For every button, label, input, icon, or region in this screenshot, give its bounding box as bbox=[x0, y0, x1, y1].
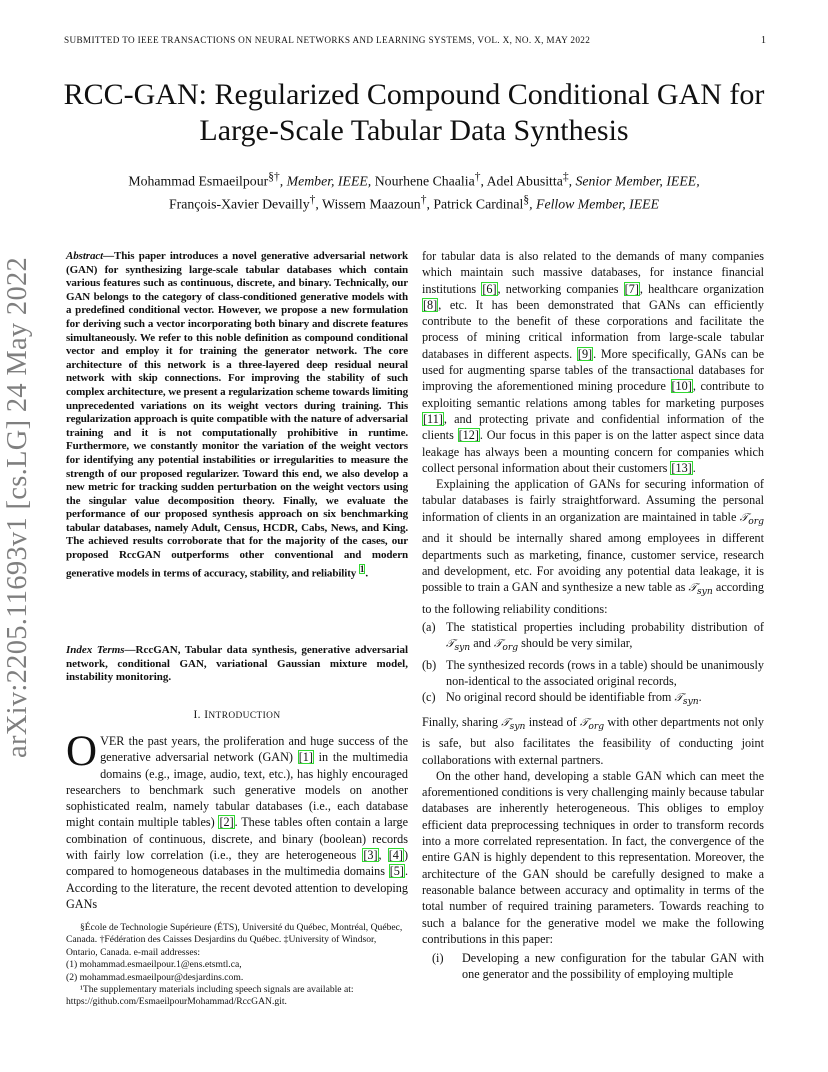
affiliation-footnote: §École de Technologie Supérieure (ÉTS), Université du Québec, Montréal, Québec, Canada. †Fédération des Caisses Desjardins du Québec. ‡University of Windsor, Ontario, Canada. e-mail addresses: bbox=[66, 922, 403, 958]
email-line: (1) mohammad.esmaeilpour.1@ens.etsmtl.ca, bbox=[66, 959, 242, 971]
text-run: ) compared to homogeneous databases in the multimedia domains bbox=[66, 848, 408, 879]
text-run: for tabular data is also related to the demands of many companies which maintain such massive databases, for instance financial institutions bbox=[422, 249, 764, 296]
affiliation-mark: ‡ bbox=[562, 171, 569, 183]
affiliation-mark: §† bbox=[268, 171, 280, 183]
citation-link[interactable]: [6] bbox=[482, 281, 497, 296]
citation-link[interactable]: [2] bbox=[219, 815, 234, 830]
abstract-text: —This paper introduces a novel generative adversarial network (GAN) for synthesizing large-scale tabular databases which contain various features such as continuous, discrete, and binary. Technically, our GAN belongs to the category of class-conditioned generative models with a predefined conditional vector. However, we propose a new formulation for deriving such a vector incorporating both binary and discrete features simultaneously. We refer to this noble definition as compound conditional vector and employ it for training the generator network. The core architecture of this network is a three-layered deep residual neural network with skip connections. For improving the stability of such complex architecture, we present a regularization scheme towards limiting unprecedented variations on its weight vectors during training. This regularization approach is quite compatible with the nature of adversarial training and it is not computationally prohibitive in runtime. Furthermore, we constantly monitor the variation of the weight vectors for identifying any potential instabilities or irregularities to measure the strength of our proposed regularizer. Toward this end, we also develop a new metric for tracking sudden perturbation on the weight vectors using the singular value decomposition theory. Finally, we evaluate the performance of our proposed synthesis approach on six benchmarking tabular databases, namely Adult, Census, HCDR, Cabs, News, and King. The achieved results corroborate that for the majority of the cases, our proposed RccGAN outperforms other conventional and modern generative models in terms of accuracy, stability, and reliability bbox=[66, 250, 408, 580]
paragraph: On the other hand, developing a stable GAN which can meet the aforementioned conditions is very challenging mainly because tabular databases are inherently heterogeneous. This obliges to employ efficient data preprocessing techniques in order to transform records into a more correlated representation. In fact, the convergence of the entire GAN is highly dependent to this representation. Moreover, the architecture of the GAN should be carefully designed to make a reasonable balance between accuracy and optimality in terms of the total number of required training parameters. Towards reaching to such a balance for the generative model we make the following contributions in this paper: bbox=[422, 768, 764, 946]
math-symbol: 𝒯$_{syn}$ bbox=[501, 715, 526, 732]
text-run: Explaining the application of GANs for securing information of tabular databases is fairly straightforward. Assuming the personal information of clients in an organization are maintained in table bbox=[422, 477, 764, 524]
text-run: . bbox=[692, 460, 696, 475]
author-role: , Senior Member, IEEE, bbox=[568, 173, 700, 189]
text-run: , healthcare organization bbox=[639, 281, 764, 296]
text-run: and it should be internally shared among employees in different departments such as marketing, finance, customer service, research and development, etc. For avoiding any potential data leakage, it is possible to train a GAN and synthesize a new table as bbox=[422, 531, 764, 595]
affiliation-mark: † bbox=[420, 193, 427, 206]
citation-link[interactable]: [5] bbox=[389, 864, 404, 879]
footnote-link[interactable]: 1 bbox=[359, 563, 365, 574]
supplementary-footnote: ¹The supplementary materials including speech signals are available at: https://github.com/EsmaeilpourMohammad/RccGAN.git. bbox=[66, 984, 354, 1008]
text-run: , bbox=[378, 848, 388, 863]
index-terms bbox=[66, 644, 408, 685]
text-run: . These tables often contain a large combination of continuous, discrete, and binary (boolean) records with fairly low correlation (i.e., they are heterogeneous bbox=[66, 815, 408, 863]
abstract bbox=[66, 250, 408, 581]
author-list bbox=[60, 168, 768, 213]
text-run: according to the following reliability conditions: bbox=[422, 580, 764, 616]
math-symbol: 𝒯$_{org}$ bbox=[739, 510, 764, 527]
section-title-rest: NTRODUCTION bbox=[208, 711, 281, 721]
author-role: , Member, IEEE, bbox=[279, 173, 372, 189]
author-name: Mohammad Esmaeilpour bbox=[128, 173, 269, 189]
citation-link[interactable]: [4] bbox=[388, 848, 403, 863]
text-run: , networking companies bbox=[497, 281, 624, 296]
arxiv-stamp: arXiv:2205.11693v1 [cs.LG] 24 May 2022 bbox=[2, 256, 33, 758]
text-run: in the multimedia domains (e.g., image, audio, text, etc.), has highly encouraged researchers to benchmark such generative models on another sophisticated realm, namely tabular databases (i.e., each database might contain multiple tables) bbox=[66, 750, 408, 830]
math-symbol: 𝒯$_{syn}$ bbox=[446, 637, 471, 654]
page-number: 1 bbox=[761, 35, 766, 46]
text-run: , etc. It has been demonstrated that GANs can efficiently contribute to the benefit of these corporations and facilitate the process of mining critical information from large-scale tabular databases in different aspects. bbox=[422, 297, 764, 361]
citation-link[interactable]: [9] bbox=[577, 346, 593, 361]
section-heading bbox=[66, 709, 408, 721]
citation-link[interactable]: [7] bbox=[624, 281, 639, 296]
author-name: François-Xavier Devailly bbox=[168, 196, 310, 212]
paragraph: Finally, sharing 𝒯$_{syn}$ instead of 𝒯$_{org}$ with other departments not only is safe, but also facilitates the feasibility of conducting joint collaborations with external partners. bbox=[422, 714, 765, 767]
section-numeral: I. bbox=[193, 709, 205, 721]
affiliation-mark: † bbox=[474, 171, 481, 183]
affiliation-mark: † bbox=[309, 193, 316, 206]
section-title-initial: I bbox=[204, 709, 209, 721]
text-run: . More specifically, GANs can be used for augmenting sparse tables of the transactional databases for improving the aforementioned mining procedure bbox=[422, 346, 764, 394]
citation-link[interactable]: [1] bbox=[298, 750, 313, 765]
email-line: (2) mohammad.esmaeilpour@desjardins.com. bbox=[66, 971, 244, 983]
list-item: (a) The statistical properties including probability distribution of 𝒯$_{syn}$ and 𝒯$_{org}$ should be very similar, bbox=[422, 619, 764, 654]
abstract-end: . bbox=[365, 567, 368, 580]
list-item: (i) Developing a new configuration for the tabular GAN with one generator and the possibility of employing multiple bbox=[432, 951, 764, 982]
author-name: Nourhene Chaalia bbox=[371, 173, 475, 189]
citation-link[interactable]: [8] bbox=[423, 297, 438, 312]
citation-link[interactable]: [3] bbox=[363, 848, 378, 863]
citation-link[interactable]: [10] bbox=[671, 379, 692, 394]
paper-title: RCC-GAN: Regularized Compound Conditional GAN for Large-Scale Tabular Data Synthesis bbox=[63, 78, 765, 147]
citation-link[interactable]: [11] bbox=[423, 411, 443, 426]
drop-cap: O bbox=[66, 728, 98, 775]
text-run: VER the past years, the proliferation and huge success of the generative adversarial network (GAN) bbox=[100, 734, 408, 765]
author-name: , Wissem Maazoun bbox=[315, 196, 421, 212]
author-name: , Patrick Cardinal bbox=[426, 196, 524, 212]
author-name: , Adel Abusitta bbox=[480, 173, 563, 189]
math-symbol: 𝒯$_{org}$ bbox=[579, 715, 605, 732]
affiliation-mark: § bbox=[523, 193, 530, 206]
math-symbol: 𝒯$_{syn}$ bbox=[688, 581, 713, 598]
text-run: . Our focus in this paper is on the latter aspect since data leakage has always been a mounting concern for companies which collect personal information about their customers bbox=[422, 428, 764, 475]
abstract-lead: Abstract bbox=[66, 250, 104, 262]
math-symbol: 𝒯$_{syn}$ bbox=[674, 691, 699, 708]
paragraph bbox=[422, 248, 764, 476]
citation-link[interactable]: [13] bbox=[671, 460, 692, 475]
conditions-list bbox=[422, 619, 764, 711]
list-item: (b) The synthesized records (rows in a table) should be unanimously non-identical to the associated original records, bbox=[422, 657, 764, 688]
math-symbol: 𝒯$_{org}$ bbox=[493, 637, 519, 654]
right-column bbox=[422, 248, 764, 986]
index-terms-lead: Index Terms bbox=[66, 644, 125, 656]
index-terms-text: —RccGAN, Tabular data synthesis, generative adversarial network, conditional GAN, variational Gaussian mixture model, instability monitoring. bbox=[66, 644, 408, 684]
footnotes bbox=[66, 922, 408, 1009]
citation-link[interactable]: [12] bbox=[458, 428, 479, 443]
contributions-list bbox=[422, 950, 764, 983]
text-run: . According to the literature, the recent devoted attention to developing GANs bbox=[66, 864, 408, 911]
author-role: , Fellow Member, IEEE bbox=[529, 196, 660, 212]
running-head: SUBMITTED TO IEEE TRANSACTIONS ON NEURAL NETWORKS AND LEARNING SYSTEMS, VOL. X, NO. X, MAY 2022 bbox=[64, 35, 591, 45]
list-item: (c) No original record should be identifiable from 𝒯$_{syn}$. bbox=[422, 690, 702, 708]
intro-paragraph bbox=[66, 728, 408, 912]
text-run: , and protecting private and confidential information of the clients bbox=[422, 411, 764, 443]
text-run: , contribute to exploiting semantic relations among tables for marketing purposes bbox=[422, 379, 764, 410]
paragraph bbox=[422, 476, 764, 617]
